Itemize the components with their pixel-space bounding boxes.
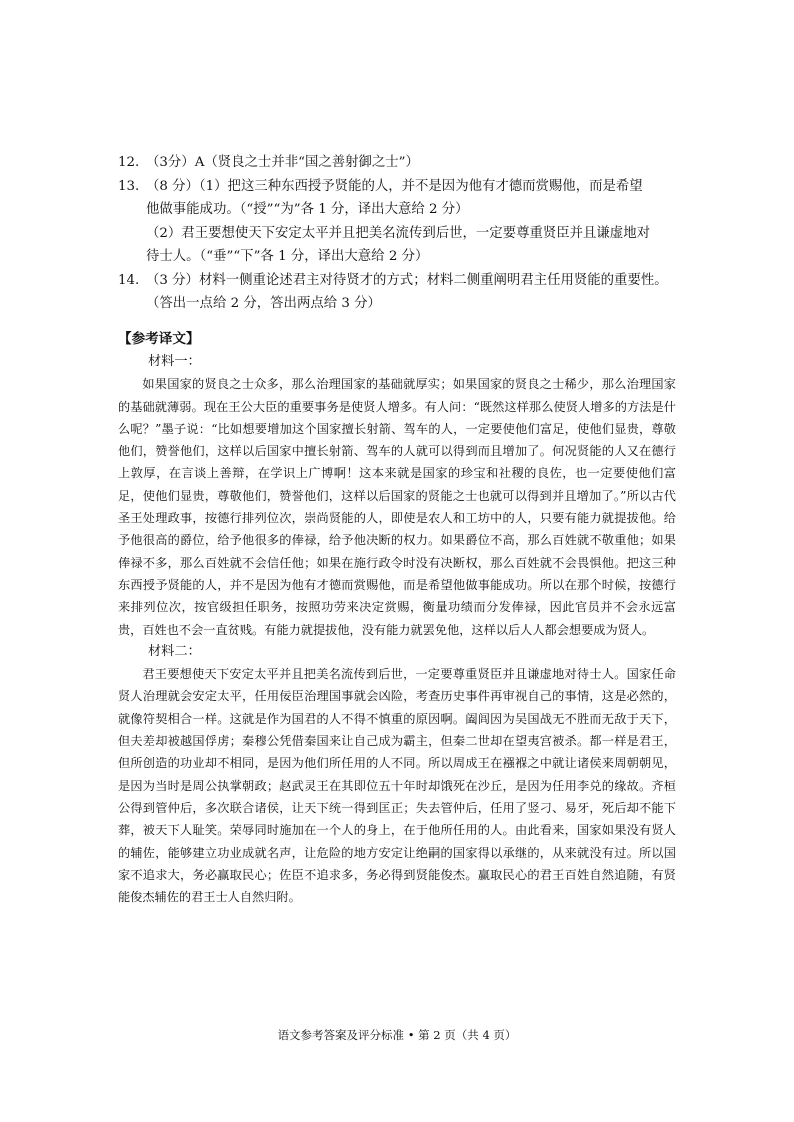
material-2-label: 材料二： (148, 643, 201, 659)
answer-text: （8 分）（1）把这三种东西授予贤能的人，并不是因为他有才德而赏赐他，而是希望 (146, 178, 643, 194)
material-1-text: 如果国家的贤良之士众多，那么治理国家的基础就厚实；如果国家的贤良之士稀少，那么治理国家的基础就薄弱。现在王公大臣的重要事务是使贤人增多。有人问：“既然这样那么使贤人增多的方法是什么呢？”墨子说：“比如想要增加这个国家擅长射箭、驾车的人，一定要使他们富足，使他们显贵，尊敬他们，赞誉他们，这样以后国家中擅长射箭、驾车的人就可以得到而且增加了。何况贤能的人又在德行上敦厚，在言谈上善辩，在学识上广博啊！这本来就是国家的珍宝和社稷的良佐，也一定要使他们富足，使他们显贵，尊敬他们，赞誉他们，这样以后国家的贤能之士也就可以得到并且增加了。”所以古代圣王处理政事，按德行排列位次，崇尚贤能的人，即使是农人和工坊中的人，只要有能力就提拔他。给予他很高的爵位，给予他很多的俸禄，给予他决断的权力。如果爵位不高，那么百姓就不敬重他；如果俸禄不多，那么百姓就不会信任他；如果在施行政令时没有决断权，那么百姓就不会畏惧他。把这三种东西授予贤能的人，并不是因为他有才德而赏赐他，而是希望他做事能成功。所以在那个时候，按德行来排列位次，按官级担任职务，按照功劳来决定赏赐，衡量功绩而分发俸禄，因此官员并不会永远富贵，百姓也不会一直贫贱。有能力就提拔他，没有能力就罢免他，这样以后人人都会想要成为贤人。 (118, 377, 676, 637)
question-number: 14. (118, 272, 140, 288)
answer-text: 他做事能成功。（“授”“为”各 1 分，译出大意给 2 分） (146, 202, 469, 217)
translation-body (118, 351, 676, 908)
material-2-text: 君王要想使天下安定太平并且把美名流传到后世，一定要尊重贤臣并且谦虚地对待士人。国家任命贤人治理就会安定太平，任用佞臣治理国事就会凶险，考查历史事件再审视自己的事情，这是必然的，就像符契相合一样。这就是作为国君的人不得不慎重的原因啊。阖闾因为吴国战无不胜而无敌于天下，但夫差却被越国俘虏；秦穆公凭借秦国来让自己成为霸主，但秦二世却在望夷宫被杀。都一样是君王，但所创造的功业却不相同，是因为他们所任用的人不同。所以周成王在襁褓之中就让诸侯来周朝朝见，是因为当时是周公执掌朝政；赵武灵王在其即位五十年时却饿死在沙丘，是因为任用李兑的缘故。齐桓公得到管仲后，多次联合诸侯，让天下统一得到匡正；失去管仲后，任用了竖刁、易牙，死后却不能下葬，被天下人耻笑。荣辱同时施加在一个人的身上，在于他所任用的人。由此看来，国家如果没有贤人的辅佐，能够建立功业成就名声，让危险的地方安定让绝嗣的国家得以承继的，从来就没有过。所以国家不追求大，务必赢取民心；佐臣不追求多，务必得到贤能俊杰。赢取民心的君王百姓自然追随，有贤能俊杰辅佐的君王士人自然归附。 (118, 667, 676, 905)
answer-text: （答出一点给 2 分，答出两点给 3 分） (146, 296, 381, 311)
page-footer: 语文参考答案及评分标准 • 第 2 页（共 4 页） (277, 1028, 517, 1042)
answer-text: （3分）A（贤良之士并非“国之善射御之士”） (146, 155, 419, 170)
answer-text: （2）君王要想使天下安定太平并且把美名流传到后世，一定要尊重贤臣并且谦虚地对 (146, 225, 650, 241)
answer-text: （3 分）材料一侧重论述君主对待贤才的方式；材料二侧重阐明君主任用贤能的重要性。 (146, 272, 668, 288)
answer-list (118, 151, 678, 316)
question-number: 12. (118, 155, 140, 170)
material-1-label: 材料一： (148, 354, 201, 369)
answer-14 (118, 269, 678, 293)
answer-12 (118, 151, 678, 175)
answer-13 (118, 175, 678, 199)
section-title: 【参考译文】 (118, 331, 200, 347)
question-number: 13. (118, 178, 140, 194)
answer-text: 待士人。（“垂”“下”各 1 分，译出大意给 2 分） (146, 249, 429, 264)
